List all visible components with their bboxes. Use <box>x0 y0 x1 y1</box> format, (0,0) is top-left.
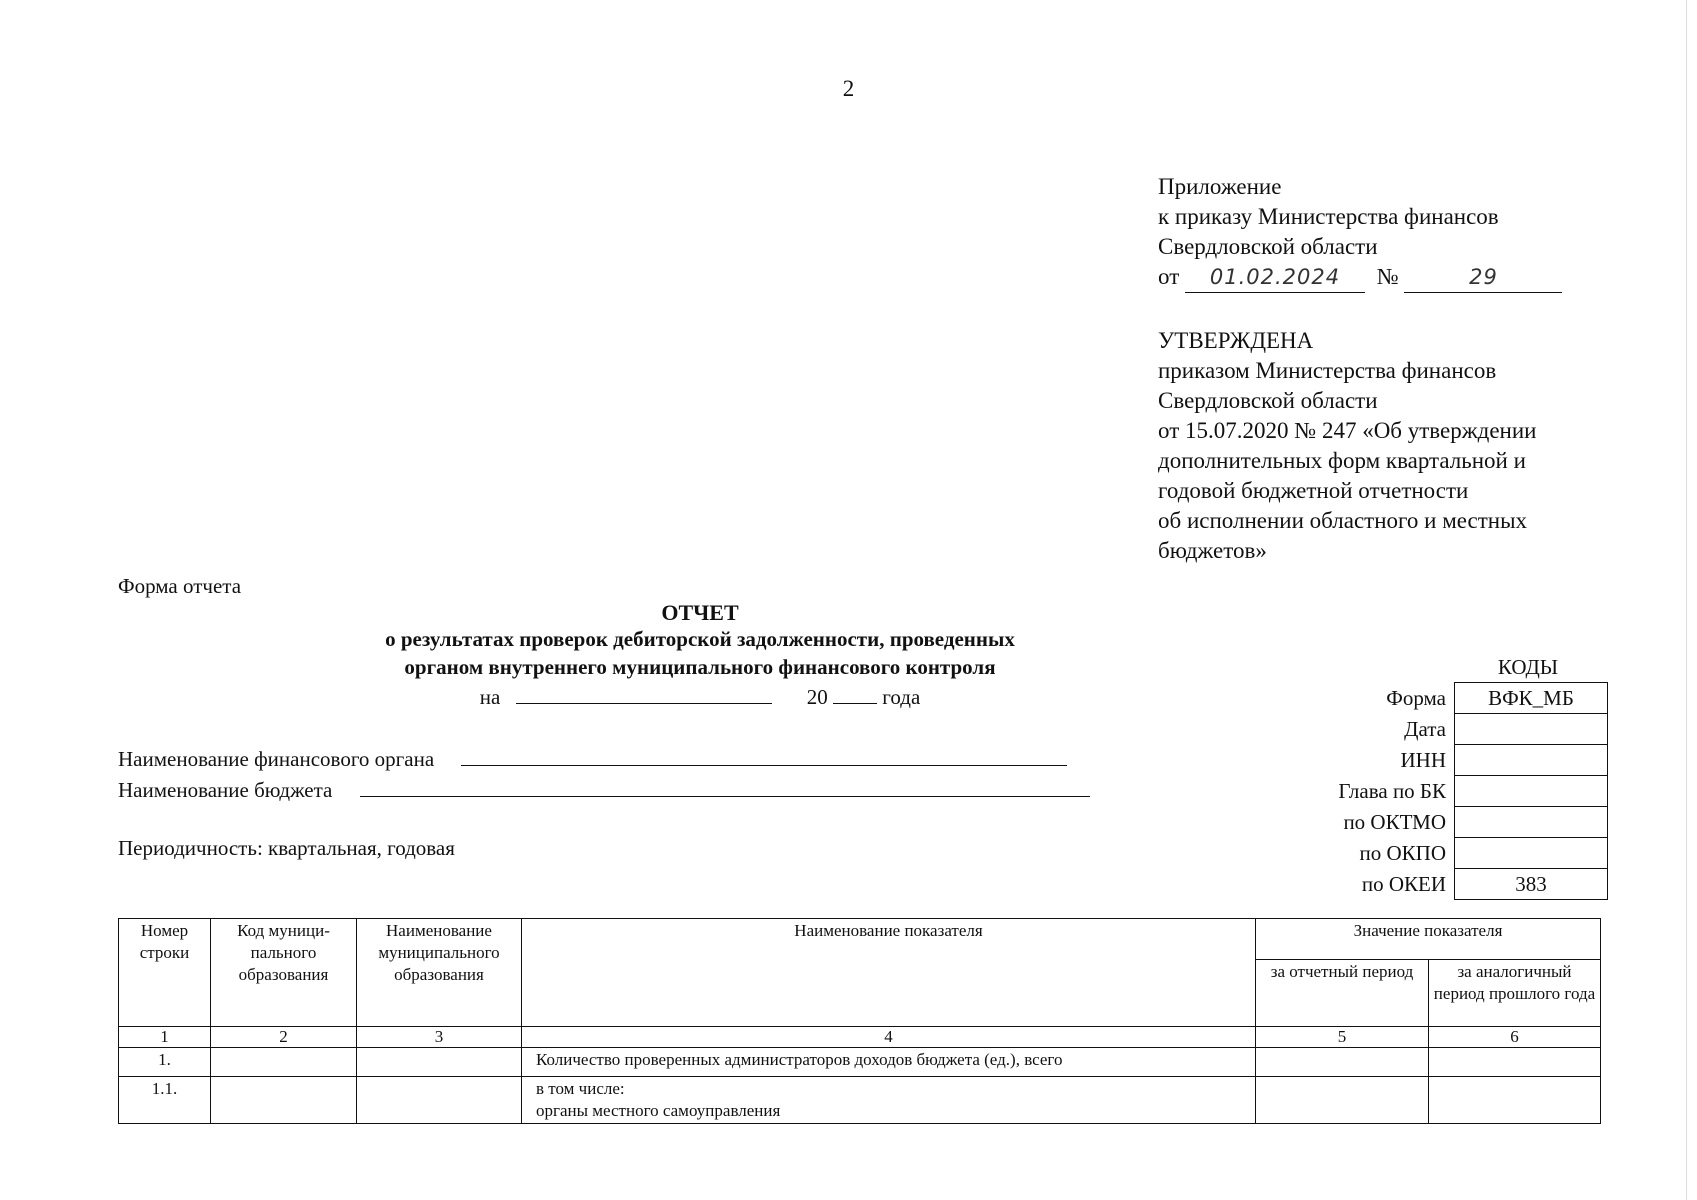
current-value-cell <box>1256 1077 1429 1124</box>
column-number: 6 <box>1429 1027 1601 1048</box>
approved-line: Свердловской области <box>1158 388 1378 413</box>
report-subtitle-1: о результатах проверок дебиторской задолженности, проведенных <box>385 627 1015 651</box>
appendix-block <box>1158 172 1562 293</box>
page-number: 2 <box>842 76 855 101</box>
column-number: 5 <box>1256 1027 1429 1048</box>
approved-line: об исполнении областного и местных <box>1158 508 1528 533</box>
handwritten-number: 29 <box>1404 262 1562 293</box>
budget-blank <box>360 776 1090 797</box>
mun-name-cell <box>357 1048 522 1077</box>
header-value-group: Значение показателя <box>1256 919 1601 960</box>
approved-block <box>1158 326 1536 566</box>
form-label: Форма отчета <box>118 574 242 598</box>
report-table <box>118 918 1601 1124</box>
report-title: ОТЧЕТ <box>661 600 739 625</box>
header-previous-period: за аналогичный период прошлого года <box>1429 960 1601 1027</box>
approved-heading: УТВЕРЖДЕНА <box>1158 328 1314 353</box>
fin-org-blank <box>461 745 1067 766</box>
indicator-line: в том числе: <box>536 1079 625 1098</box>
indicator-cell <box>522 1077 1256 1124</box>
column-number: 2 <box>211 1027 357 1048</box>
column-numbers-row <box>119 1027 1601 1048</box>
indicator-line: органы местного самоуправления <box>536 1101 781 1120</box>
column-number: 1 <box>119 1027 211 1048</box>
year-blank <box>833 683 877 704</box>
header-mun-name: Наименование муниципального образования <box>357 919 522 1027</box>
previous-value-cell <box>1429 1048 1601 1077</box>
approved-line: бюджетов» <box>1158 538 1267 563</box>
budget-row <box>118 776 1090 803</box>
codes-label: по ОКПО <box>1359 840 1446 865</box>
scan-edge <box>1686 0 1687 1200</box>
codes-heading: КОДЫ <box>1497 655 1559 679</box>
approved-line: от 15.07.2020 № 247 «Об утверждении <box>1158 418 1537 443</box>
periodicity: Периодичность: квартальная, годовая <box>118 836 455 860</box>
appendix-date-line <box>1158 262 1562 293</box>
approved-line: дополнительных форм квартальной и <box>1158 448 1526 473</box>
codes-value <box>1455 776 1608 807</box>
year-prefix: 20 <box>806 685 828 709</box>
row-number: 1.1. <box>119 1077 211 1124</box>
codes-value <box>1455 714 1608 745</box>
as-of-prefix: на <box>479 685 501 709</box>
approved-line: годовой бюджетной отчетности <box>1158 478 1469 503</box>
header-current-period: за отчетный период <box>1256 960 1429 1027</box>
codes-label: Форма <box>1386 685 1446 710</box>
column-number: 4 <box>522 1027 1256 1048</box>
previous-value-cell <box>1429 1077 1601 1124</box>
number-prefix: № <box>1376 264 1399 289</box>
codes-row <box>1240 714 1608 745</box>
indicator-cell: Количество проверенных администраторов доходов бюджета (ед.), всего <box>522 1048 1256 1077</box>
codes-value: 383 <box>1455 869 1608 900</box>
fin-org-label: Наименование финансового органа <box>118 747 435 771</box>
budget-label: Наименование бюджета <box>118 778 333 802</box>
appendix-line-2: к приказу Министерства финансов <box>1158 204 1499 229</box>
mun-code-cell <box>211 1048 357 1077</box>
as-of-date-blank <box>516 683 772 704</box>
codes-row <box>1240 776 1608 807</box>
table-row <box>119 1077 1601 1124</box>
codes-label: ИНН <box>1400 747 1446 772</box>
appendix-line-3: Свердловской области <box>1158 234 1378 259</box>
current-value-cell <box>1256 1048 1429 1077</box>
codes-label: Дата <box>1404 716 1446 741</box>
mun-code-cell <box>211 1077 357 1124</box>
fin-org-row <box>118 745 1067 772</box>
codes-row <box>1240 745 1608 776</box>
codes-value <box>1455 807 1608 838</box>
codes-label: Глава по БК <box>1338 778 1446 803</box>
mun-name-cell <box>357 1077 522 1124</box>
codes-label: по ОКТМО <box>1343 809 1446 834</box>
handwritten-date: 01.02.2024 <box>1185 262 1365 293</box>
column-number: 3 <box>357 1027 522 1048</box>
codes-label: по ОКЕИ <box>1361 871 1446 896</box>
codes-row <box>1240 683 1608 714</box>
date-prefix: от <box>1158 264 1180 289</box>
report-subtitle-2: органом внутреннего муниципального финансового контроля <box>404 655 996 679</box>
codes-table <box>1240 682 1608 900</box>
row-number: 1. <box>119 1048 211 1077</box>
header-indicator: Наименование показателя <box>522 919 1256 1027</box>
codes-value: ВФК_МБ <box>1455 683 1608 714</box>
header-mun-code: Код муници-пального образования <box>211 919 357 1027</box>
header-row <box>119 919 1601 960</box>
codes-row <box>1240 838 1608 869</box>
year-suffix: года <box>882 685 921 709</box>
report-as-of-line <box>300 683 1100 710</box>
header-row-number: Номер строки <box>119 919 211 1027</box>
codes-value <box>1455 745 1608 776</box>
table-row <box>119 1048 1601 1077</box>
codes-row <box>1240 807 1608 838</box>
approved-line: приказом Министерства финансов <box>1158 358 1497 383</box>
codes-value <box>1455 838 1608 869</box>
codes-row <box>1240 869 1608 900</box>
appendix-line-1: Приложение <box>1158 174 1282 199</box>
